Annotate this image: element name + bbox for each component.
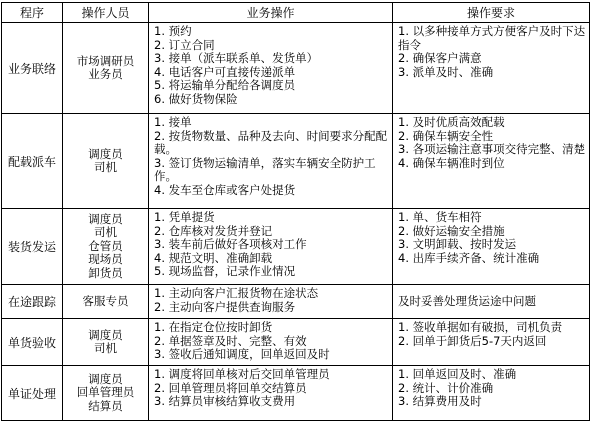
staff-item: 回单管理员	[76, 385, 135, 400]
operation-item: 1. 接单	[154, 115, 192, 129]
staff-cell	[63, 285, 149, 319]
requirement-cell	[393, 366, 590, 421]
table-row	[2, 23, 590, 114]
staff-item: 调度员	[88, 371, 123, 386]
operation-cell	[149, 366, 393, 421]
operation-item: 4. 规范文明、准确卸载	[154, 250, 273, 265]
operation-item: 2. 订立合同	[154, 37, 215, 52]
header-row	[2, 3, 590, 23]
requirement-item: 及时妥善处理货运途中问题	[398, 294, 536, 309]
operation-item: 6. 做好货物保险	[154, 91, 238, 106]
requirement-item: 1. 以多种接单方式方便客户及时下达指令	[398, 24, 586, 52]
operation-item: 1. 预约	[154, 24, 192, 38]
operation-item: 5. 将运输单分配给各调度员	[154, 78, 296, 92]
requirement-item: 2. 统计、计价准确	[398, 380, 494, 395]
procedure-name: 在途跟踪	[2, 285, 63, 319]
table-row	[2, 209, 590, 285]
staff-item: 结算员	[88, 398, 123, 413]
operation-cell	[149, 23, 393, 114]
operation-item: 4. 电话客户可直接传递派单	[154, 64, 296, 79]
requirement-cell	[393, 23, 590, 114]
staff-item: 客服专员	[82, 293, 129, 308]
requirement-cell	[393, 209, 590, 285]
requirement-item: 2. 做好运输安全措施	[398, 223, 505, 238]
staff-item: 调度员	[88, 211, 123, 226]
header-staff: 操作人员	[63, 3, 149, 23]
operation-item: 3. 结算员审核结算收支费用	[154, 394, 296, 408]
requirement-item: 1. 回单返回及时、准确	[398, 367, 517, 381]
procedure-name: 单货验收	[2, 319, 63, 366]
staff-cell	[63, 319, 149, 366]
operation-item: 3. 装车前后做好各项核对工作	[154, 237, 307, 251]
table-row	[2, 285, 590, 319]
staff-item: 调度员	[88, 327, 123, 342]
requirement-item: 4. 确保车辆准时到位	[398, 155, 505, 170]
table-row	[2, 366, 590, 421]
staff-item: 司机	[94, 341, 117, 355]
staff-cell	[63, 366, 149, 421]
requirement-item: 2. 确保客户满意	[398, 51, 482, 65]
operation-cell	[149, 285, 393, 319]
process-table	[1, 2, 590, 421]
requirement-cell	[393, 285, 590, 319]
operation-item: 1. 主动向客户汇报货物在途状态	[154, 286, 319, 300]
requirement-item: 4. 出库手续齐备、统计准确	[398, 250, 540, 265]
staff-item: 市场调研员	[76, 53, 135, 68]
requirement-cell	[393, 319, 590, 366]
staff-cell	[63, 114, 149, 209]
operation-item: 3. 接单（派车联系单、发货单）	[154, 51, 319, 65]
operation-item: 2. 主动向客户提供查询服务	[154, 299, 296, 314]
operation-item: 3. 签订货物运输清单，落实车辆安全防护工作。	[154, 155, 376, 183]
procedure-name: 业务联络	[2, 23, 63, 114]
header-procedure: 程序	[2, 3, 63, 23]
requirement-item: 1. 签收单据如有破损，司机负责	[398, 320, 563, 334]
requirement-item: 1. 及时优质高效配载	[398, 115, 505, 129]
operation-item: 5. 现场监督，记录作业情况	[154, 264, 296, 278]
requirement-item: 3. 派单及时、准确	[398, 64, 494, 79]
staff-item: 现场员	[88, 252, 123, 267]
staff-item: 司机	[94, 225, 117, 240]
staff-item: 仓管员	[88, 238, 123, 253]
staff-item: 卸货员	[88, 265, 123, 280]
requirement-item: 1. 单、货车相符	[398, 210, 482, 224]
header-requirement: 操作要求	[393, 3, 590, 23]
requirement-cell	[393, 114, 590, 209]
staff-item: 调度员	[88, 146, 123, 161]
requirement-item: 3. 各项运输注意事项交待完整、清楚	[398, 142, 586, 156]
table-row	[2, 319, 590, 366]
staff-item: 业务员	[88, 67, 123, 81]
requirement-item: 2. 回单于卸货后5-7天内返回	[398, 333, 547, 348]
operation-item: 2. 按货物数量、品种及去向、时间要求分配配载。	[154, 128, 388, 156]
staff-item: 司机	[94, 160, 117, 174]
operation-item: 1. 凭单提货	[154, 210, 215, 224]
operation-cell	[149, 114, 393, 209]
staff-cell	[63, 209, 149, 285]
requirement-item: 3. 文明卸载、按时发运	[398, 237, 517, 251]
operation-item: 2. 仓库核对发货并登记	[154, 223, 273, 238]
procedure-name: 配载派车	[2, 114, 63, 209]
operation-item: 1. 在指定仓位按时卸货	[154, 320, 273, 334]
procedure-name: 装货发运	[2, 209, 63, 285]
operation-cell	[149, 319, 393, 366]
operation-item: 3. 签收后通知调度，回单返回及时	[154, 347, 330, 361]
header-operation: 业务操作	[149, 3, 393, 23]
staff-cell	[63, 23, 149, 114]
operation-item: 1. 调度将回单核对后交回单管理员	[154, 367, 330, 381]
operation-cell	[149, 209, 393, 285]
operation-item: 2. 回单管理员将回单交结算员	[154, 380, 307, 395]
table-row	[2, 114, 590, 209]
requirement-item: 3. 结算费用及时	[398, 394, 482, 408]
requirement-item: 2. 确保车辆安全性	[398, 128, 494, 143]
operation-item: 4. 发车至仓库或客户处提货	[154, 182, 296, 197]
operation-item: 2. 单据签章及时、完整、有效	[154, 333, 307, 348]
procedure-name: 单证处理	[2, 366, 63, 421]
